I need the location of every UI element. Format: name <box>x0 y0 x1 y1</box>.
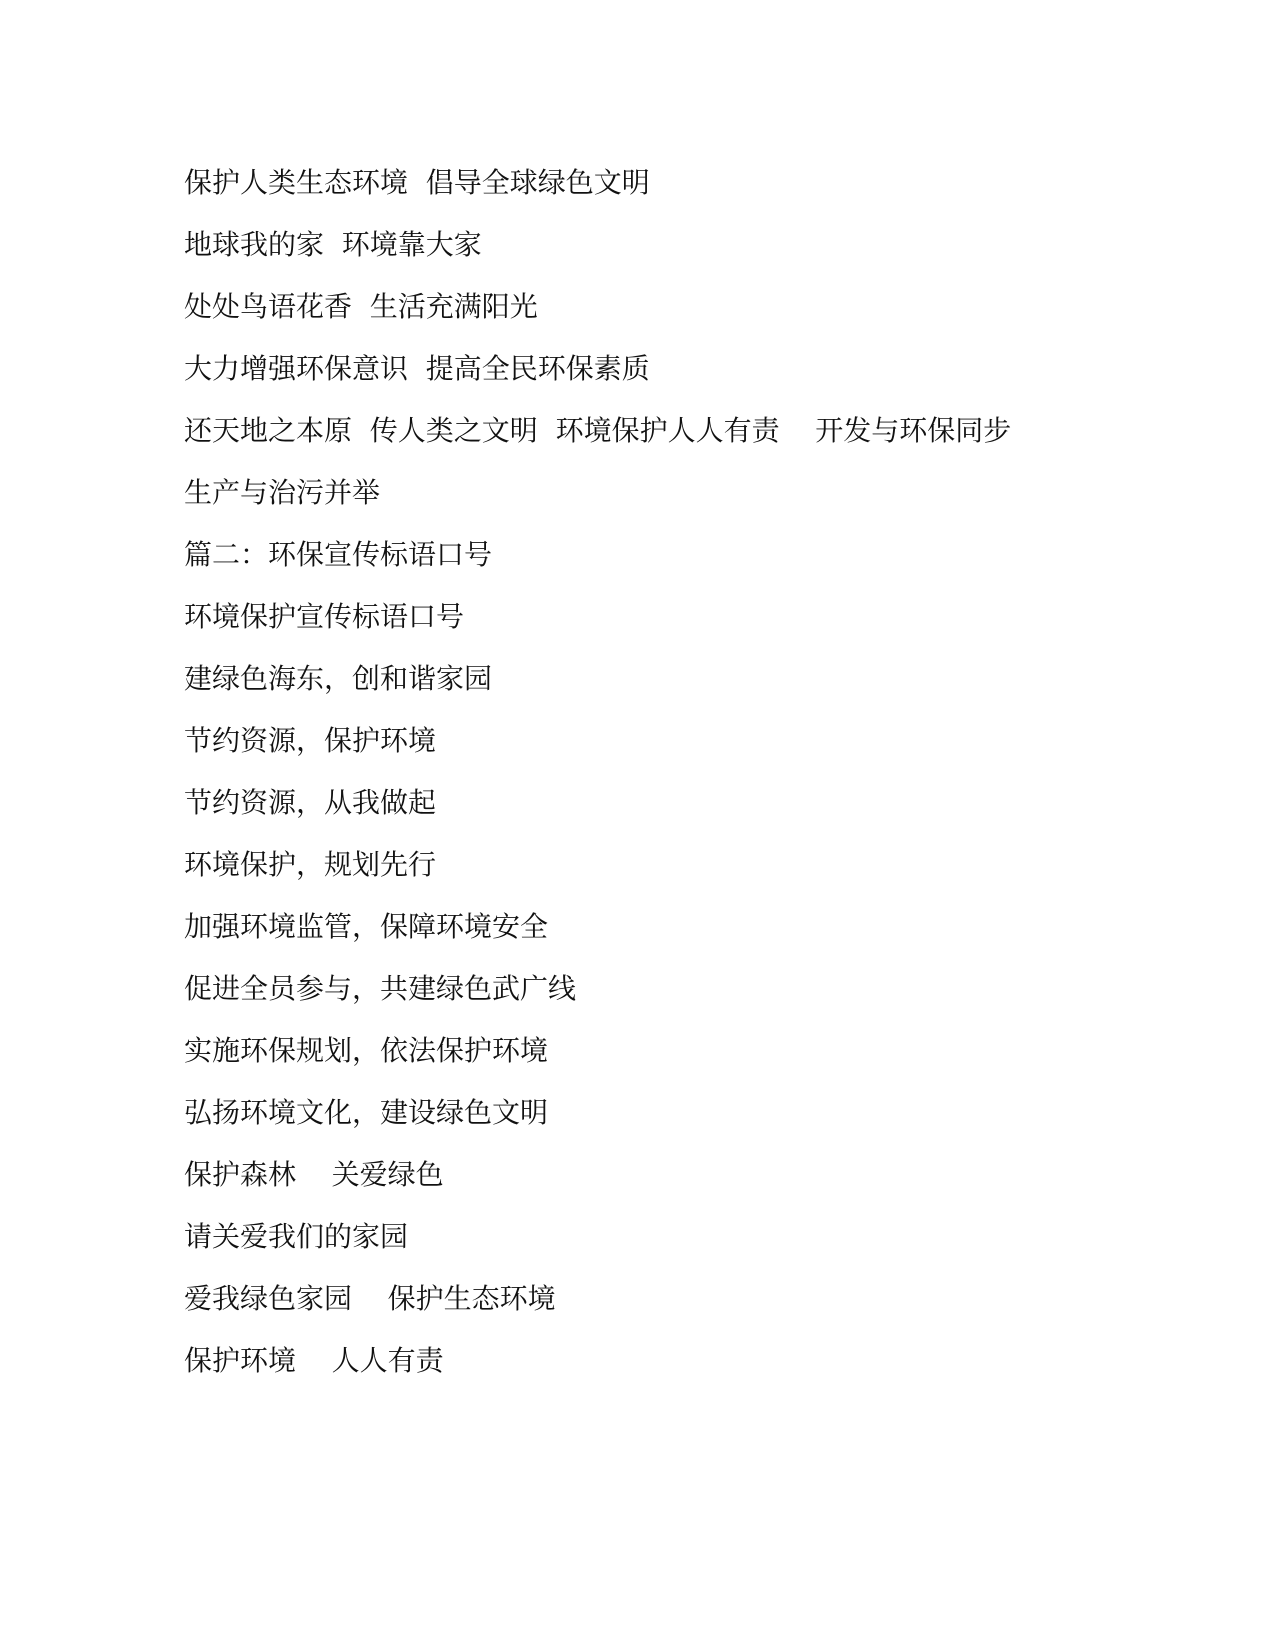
text-line: 加强环境监管，保障环境安全 <box>184 910 549 943</box>
text-line: 节约资源，保护环境 <box>184 724 437 757</box>
section-title: 环境保护宣传标语口号 <box>184 600 465 633</box>
text-line: 爱我绿色家园 保护生态环境 <box>184 1282 556 1315</box>
text-line: 实施环保规划，依法保护环境 <box>184 1034 549 1067</box>
text-line: 弘扬环境文化，建设绿色文明 <box>184 1096 549 1129</box>
document-body <box>184 161 1084 1401</box>
text-line: 大力增强环保意识 提高全民环保素质 <box>184 352 650 385</box>
text-line: 处处鸟语花香 生活充满阳光 <box>184 290 538 323</box>
text-line: 保护森林 关爱绿色 <box>184 1158 444 1191</box>
text-line: 建绿色海东，创和谐家园 <box>184 662 493 695</box>
text-line: 地球我的家 环境靠大家 <box>184 228 482 261</box>
text-line: 还天地之本原 传人类之文明 环境保护人人有责 开发与环保同步 <box>184 414 1012 447</box>
text-line: 生产与治污并举 <box>184 476 381 509</box>
text-line: 节约资源，从我做起 <box>184 786 437 819</box>
text-line: 环境保护，规划先行 <box>184 848 437 881</box>
text-line: 请关爱我们的家园 <box>184 1220 409 1253</box>
text-line: 保护人类生态环境 倡导全球绿色文明 <box>184 166 650 199</box>
text-line: 促进全员参与，共建绿色武广线 <box>184 972 577 1005</box>
text-line: 保护环境 人人有责 <box>184 1344 444 1377</box>
section-heading: 篇二：环保宣传标语口号 <box>184 538 493 571</box>
